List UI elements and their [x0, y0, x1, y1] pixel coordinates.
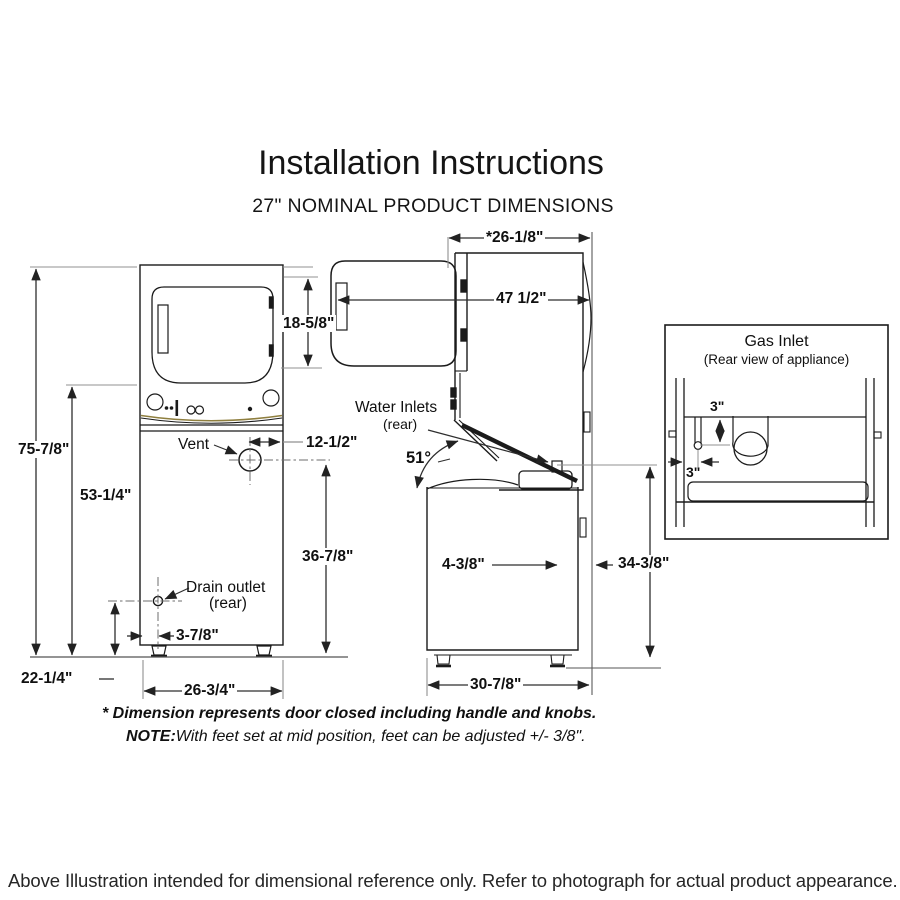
drain-outlet-rear-label: (rear)	[209, 595, 247, 612]
water-inlets-label: Water Inlets	[355, 399, 438, 416]
note-feet-adjustment	[126, 728, 586, 746]
gas-dim-horizontal: 3"	[686, 464, 701, 480]
note-dimension-door-closed: * Dimension represents door closed including handle and knobs.	[102, 705, 597, 722]
dim-vent-height: 36-7/8"	[302, 548, 354, 565]
page-title: Installation Instructions	[258, 144, 604, 182]
dim-drain-side-offset: 3-7/8"	[176, 627, 219, 644]
gas-dim-vertical: 3"	[710, 398, 725, 414]
vent-label: Vent	[178, 436, 210, 453]
dim-drain-height: 22-1/4"	[21, 670, 73, 687]
dim-overall-height: 75-7/8"	[18, 441, 70, 458]
gas-inlet-subtitle: (Rear view of appliance)	[703, 352, 850, 367]
water-inlets-rear-label: (rear)	[383, 416, 418, 432]
dim-door-height: 18-5/8"	[283, 315, 335, 332]
dim-front-width: 26-3/4"	[184, 682, 236, 699]
dim-vent-side-offset: 12-1/2"	[306, 434, 358, 451]
dim-lid-angle: 51°	[406, 449, 431, 467]
drain-outlet-label: Drain outlet	[186, 579, 266, 596]
note-label: NOTE:	[126, 728, 176, 745]
side-view-dimensions	[281, 237, 657, 696]
dim-washer-section-height: 53-1/4"	[80, 487, 132, 504]
dim-washer-depth: 30-7/8"	[470, 676, 522, 693]
footer-disclaimer: Above Illustration intended for dimensional reference only. Refer to photograph for actual product appearance.	[8, 870, 898, 891]
gas-inlet-dimensions	[668, 420, 730, 469]
page-subtitle: 27" NOMINAL PRODUCT DIMENSIONS	[252, 195, 614, 217]
dim-depth: *26-1/8"	[486, 229, 544, 246]
gas-inlet-title: Gas Inlet	[744, 333, 809, 350]
dim-washer-height: 34-3/8"	[618, 555, 670, 572]
dim-washer-rear-offset: 4-3/8"	[442, 556, 485, 573]
note-text: With feet set at mid position, feet can be adjusted +/- 3/8".	[175, 728, 586, 745]
dim-depth-door-open: 47 1/2"	[496, 290, 547, 307]
